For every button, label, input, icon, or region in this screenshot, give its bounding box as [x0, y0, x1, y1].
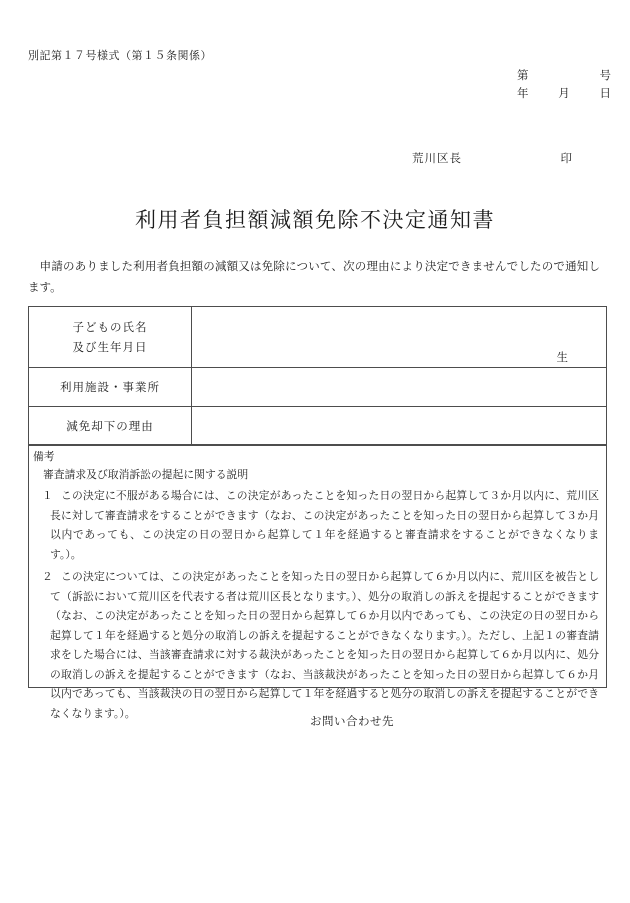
issuer-line — [412, 150, 573, 166]
table-row-facility — [29, 368, 607, 407]
date-line — [517, 84, 611, 102]
remarks-heading: 備考 — [33, 450, 55, 463]
document-title: 利用者負担額減額免除不決定通知書 — [135, 208, 495, 233]
facility-label: 利用施設・事業所 — [29, 368, 192, 407]
issuer-name: 荒川区長 — [412, 151, 462, 165]
doc-number-line — [517, 66, 611, 84]
doc-number-suffix: 号 — [599, 68, 611, 82]
child-name-value-cell — [192, 307, 607, 368]
contact-label: お問い合わせ先 — [310, 714, 394, 728]
doc-number-prefix: 第 — [517, 68, 529, 82]
rejection-reason-label: 減免却下の理由 — [29, 407, 192, 446]
child-name-label-line1: 子どもの氏名 — [72, 320, 148, 334]
seal-placeholder: 印 — [560, 151, 573, 165]
birth-suffix-label: 生 — [556, 350, 568, 364]
table-row-rejection-reason — [29, 407, 607, 446]
table-row-child-name — [29, 307, 607, 368]
date-day-label: 日 — [599, 86, 611, 100]
remarks-item-1-number: １ — [42, 489, 53, 502]
child-name-label-line2: 及び生年月日 — [72, 340, 148, 354]
remarks-item-2-number: ２ — [42, 570, 53, 583]
remarks-item-1 — [29, 486, 599, 564]
remarks-item-2-text: この決定については、この決定があったことを知った日の翌日から起算して６か月以内に、荒川区を被告として（訴訟において荒川区を代表する者は荒川区長となります。）、処分の取消しの訴えを提起することができます（なお、この決定があったことを知った日の翌日から起算して６か月以内であっても、この決定の日の翌日から起算して１年を経過すると処分の取消しの訴えを提起することができなくなります。）。ただし、上記１の審査請求をした場合には、当該審査請求に対する裁決があったことを知った日の翌日から起算して６か月以内に、処分の取消しの訴えを提起することができます（なお、当該裁決があったことを知った日の翌日から起算して６か月以内であっても、当該裁決の日の翌日から起算して１年を経過すると処分の取消しの訴えを提起することができなくなります。）。 — [50, 570, 600, 720]
facility-value-cell — [192, 368, 607, 407]
child-name-label — [29, 307, 192, 368]
date-year-label: 年 — [517, 86, 529, 100]
info-table — [28, 306, 607, 446]
doc-number-block — [517, 66, 611, 102]
remarks-subheading: 審査請求及び取消訴訟の提起に関する説明 — [43, 468, 249, 481]
intro-paragraph: 申請のありました利用者負担額の減額又は免除について、次の理由により決定できませんでしたので通知します。 — [28, 258, 600, 294]
form-number-label: 別記第１７号様式（第１５条関係） — [28, 49, 212, 62]
date-month-label: 月 — [558, 86, 570, 100]
remarks-box — [28, 444, 607, 720]
remarks-item-2 — [29, 567, 599, 723]
rejection-reason-value-cell — [192, 407, 607, 446]
remarks-item-1-text: この決定に不服がある場合には、この決定があったことを知った日の翌日から起算して３か月以内に、荒川区長に対して審査請求をすることができます（なお、この決定があったことを知った日の翌日から起算して３か月以内であっても、この決定の日の翌日から起算して１年を経過すると審査請求をすることができなくなります。）。 — [50, 489, 600, 561]
